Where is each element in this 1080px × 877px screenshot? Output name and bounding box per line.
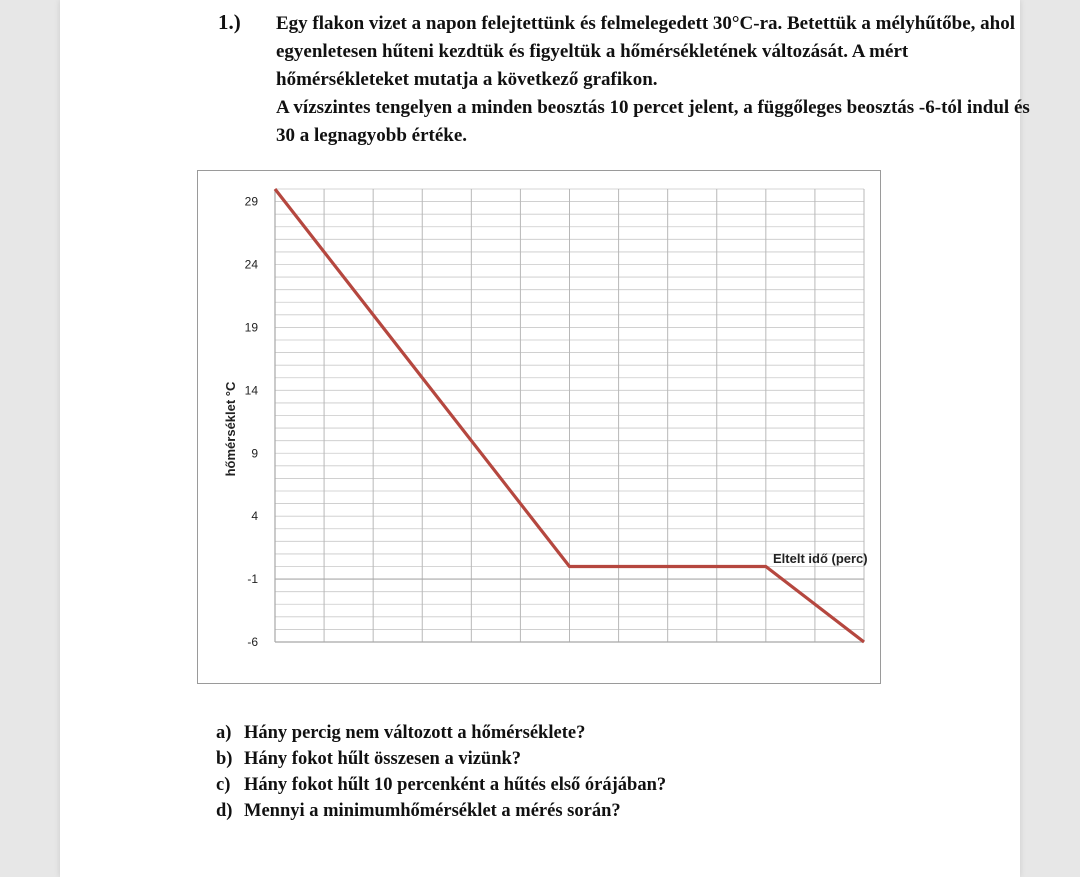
question-text: Mennyi a minimumhőmérséklet a mérés során? <box>244 801 621 821</box>
question-letter: b) <box>216 749 233 769</box>
question-letter: d) <box>216 801 233 821</box>
y-tick-label: 4 <box>251 509 258 524</box>
temperature-chart <box>198 171 882 685</box>
y-tick-labels <box>245 195 259 649</box>
y-tick-label: 24 <box>244 257 258 272</box>
question-text: Hány fokot hűlt 10 percenként a hűtés első órájában? <box>244 775 667 795</box>
y-tick-label: 14 <box>244 383 258 398</box>
problem-statement <box>276 10 1036 150</box>
y-axis-label: hőmérséklet °C <box>223 381 238 477</box>
y-tick-label: 9 <box>251 446 258 461</box>
problem-number: 1.) <box>218 10 241 34</box>
y-tick-label: 29 <box>244 194 258 209</box>
y-tick-label: -6 <box>247 635 258 649</box>
y-tick-label: 19 <box>244 320 258 335</box>
chart-frame <box>197 170 881 684</box>
question-item <box>216 798 956 824</box>
question-item <box>216 772 956 798</box>
question-text: Hány percig nem változott a hőmérséklete? <box>244 723 586 743</box>
question-item <box>216 720 956 746</box>
problem-text-line: Egy flakon vizet a napon felejtettünk és felmelegedett 30°C-ra. Betettük a mélyhűtőbe, ahol egyenletesen hűteni kezdtük és figyeltük a hőmérsékletének változását. A mért hőmérsékleteket mutatja a következő grafikon. <box>276 13 1016 90</box>
question-item <box>216 746 956 772</box>
question-letter: c) <box>216 775 231 795</box>
question-text: Hány fokot hűlt összesen a vizünk? <box>244 749 522 769</box>
x-axis-label: Eltelt idő (perc) <box>773 551 868 566</box>
problem-text-line: A vízszintes tengelyen a minden beosztás 10 percet jelent, a függőleges beosztás -6-tól indul és 30 a legnagyobb értéke. <box>276 97 1030 146</box>
y-tick-label: -1 <box>247 572 258 587</box>
question-list <box>216 720 956 824</box>
question-letter: a) <box>216 723 232 743</box>
